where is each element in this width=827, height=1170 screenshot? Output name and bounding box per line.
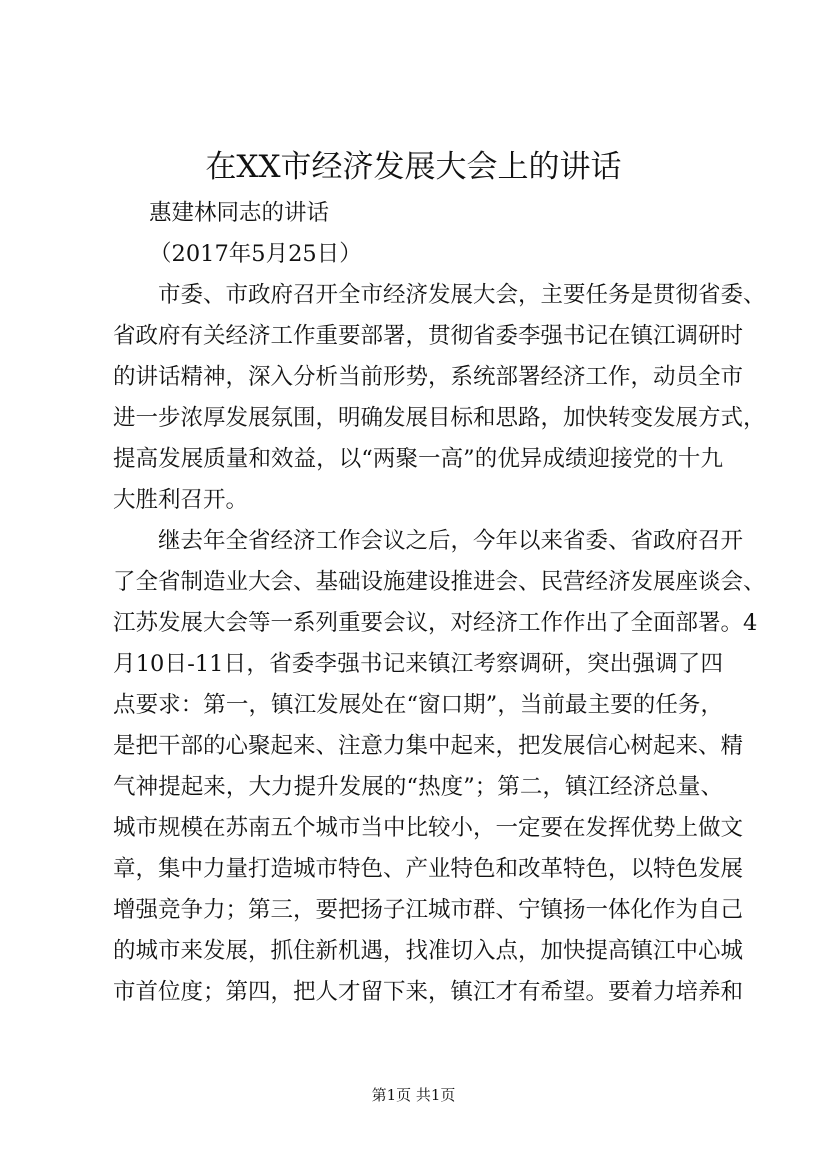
paragraph-line: 进一步浓厚发展氛围，明确发展目标和思路，加快转变发展方式， [113, 405, 766, 431]
document-title: 在XX市经济发展大会上的讲话 [205, 149, 622, 185]
date-line: （2017年5月25日） [149, 241, 362, 267]
document-body [113, 193, 766, 1013]
paragraph-1 [113, 275, 766, 521]
paragraph-line: 了全省制造业大会、基础设施建设推进会、民营经济发展座谈会、 [113, 569, 766, 595]
paragraph-line: 市首位度；第四，把人才留下来，镇江才有希望。要着力培养和 [113, 979, 744, 1005]
paragraph-line: 大胜利召开。 [113, 487, 249, 513]
speaker-line: 惠建林同志的讲话 [149, 200, 330, 226]
paragraph-line: 省政府有关经济工作重要部署，贯彻省委李强书记在镇江调研时 [113, 323, 744, 349]
paragraph-line: 点要求：第一，镇江发展处在“窗口期”，当前最主要的任务， [113, 692, 723, 718]
paragraph-line: 城市规模在苏南五个城市当中比较小，一定要在发挥优势上做文 [113, 815, 744, 841]
paragraph-line: 是把干部的心聚起来、注意力集中起来，把发展信心树起来、精 [113, 733, 744, 759]
paragraph-line: 的讲话精神，深入分析当前形势，系统部署经济工作，动员全市 [113, 364, 744, 390]
paragraph-line: 气神提起来，大力提升发展的“热度”；第二，镇江经济总量、 [113, 774, 723, 800]
paragraph-2 [113, 521, 766, 1013]
paragraph-line: 章，集中力量打造城市特色、产业特色和改革特色，以特色发展 [113, 856, 744, 882]
paragraph-line: 的城市来发展，抓住新机遇，找准切入点，加快提高镇江中心城 [113, 938, 744, 964]
page-footer: 第1页 共1页 [371, 1086, 456, 1104]
paragraph-line: 继去年全省经济工作会议之后，今年以来省委、省政府召开 [158, 528, 744, 554]
paragraph-line: 提高发展质量和效益，以“两聚一高”的优异成绩迎接党的十九 [113, 446, 723, 472]
paragraph-line: 市委、市政府召开全市经济发展大会，主要任务是贯彻省委、 [158, 282, 766, 308]
paragraph-line: 江苏发展大会等一系列重要会议，对经济工作作出了全面部署。4 [113, 610, 758, 636]
paragraph-line: 月10日-11日，省委李强书记来镇江考察调研，突出强调了四 [113, 651, 723, 677]
paragraph-line: 增强竞争力；第三，要把扬子江城市群、宁镇扬一体化作为自己 [113, 897, 744, 923]
